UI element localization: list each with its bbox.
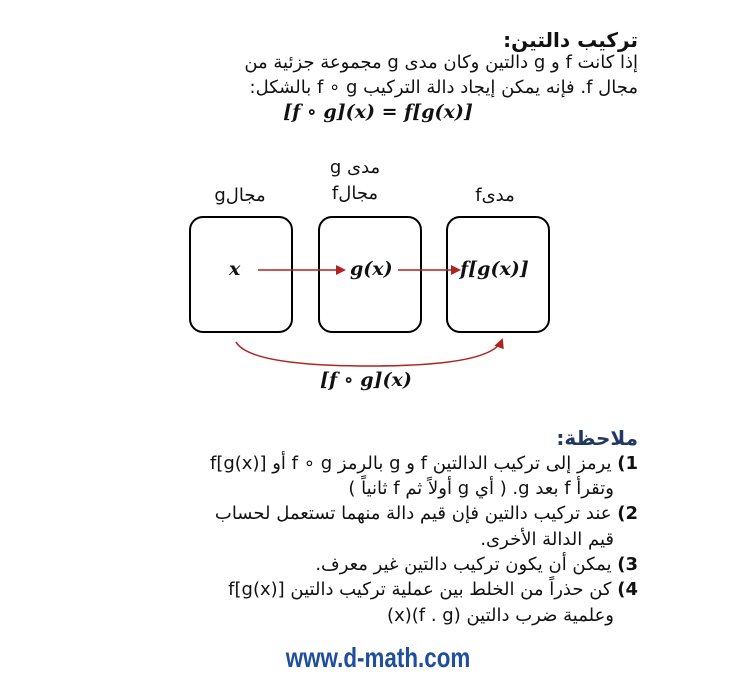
note-2-line-1	[215, 503, 638, 524]
note-1-text: يرمز إلى تركيب الدالتين f و g بالرمز f ∘ g أو f[g(x)]	[210, 453, 612, 474]
site-url: www.d-math.com	[285, 642, 471, 673]
arrow-composite	[236, 340, 502, 366]
box2-value: g(x)	[350, 258, 393, 280]
composition-formula: [f ∘ g](x) = f[g(x)]	[283, 101, 473, 123]
note-4-number: 4)	[617, 579, 638, 600]
note-4-line-2: وعلمية ضرب دالتين (f . g)(x)	[387, 605, 614, 626]
note-2-number: 2)	[617, 503, 638, 524]
note-3-text: يمكن أن يكون تركيب دالتين غير معرف.	[315, 554, 612, 575]
note-2-text: عند تركيب دالتين فإن قيم دالة منهما تستعمل لحساب	[214, 503, 612, 524]
intro-line-2: مجال f. فإنه يمكن إيجاد دالة التركيب f ∘ g بالشكل:	[249, 77, 638, 98]
note-4-text: كن حذراً من الخلط بين عملية تركيب دالتين f[g(x)]	[228, 579, 612, 600]
label-domain-f: مجالf	[331, 183, 379, 204]
note-3-line-1	[315, 554, 638, 575]
notes-title: ملاحظة:	[556, 426, 638, 450]
note-1-number: 1)	[617, 453, 638, 474]
composite-label: [f ∘ g](x)	[320, 369, 412, 391]
note-3-number: 3)	[617, 554, 638, 575]
box1-value: x	[229, 258, 241, 280]
note-1-line-2: وتقرأ f بعد g. ( أي g أولاً ثم f ثانياً )	[348, 478, 614, 499]
label-domain-g: مجالg	[214, 185, 266, 206]
box3-value: f[g(x)]	[460, 258, 529, 280]
label-range-f: مدىf	[475, 185, 515, 206]
note-2-line-2: قيم الدالة الأخرى.	[480, 529, 614, 550]
section-heading: تركيب دالتين:	[503, 28, 638, 52]
note-1-line-1	[210, 453, 638, 474]
label-range-g: مدى g	[329, 157, 381, 178]
intro-line-1: إذا كانت f و g دالتين وكان مدى g مجموعة جزئية من	[244, 52, 638, 73]
note-4-line-1	[228, 579, 638, 600]
